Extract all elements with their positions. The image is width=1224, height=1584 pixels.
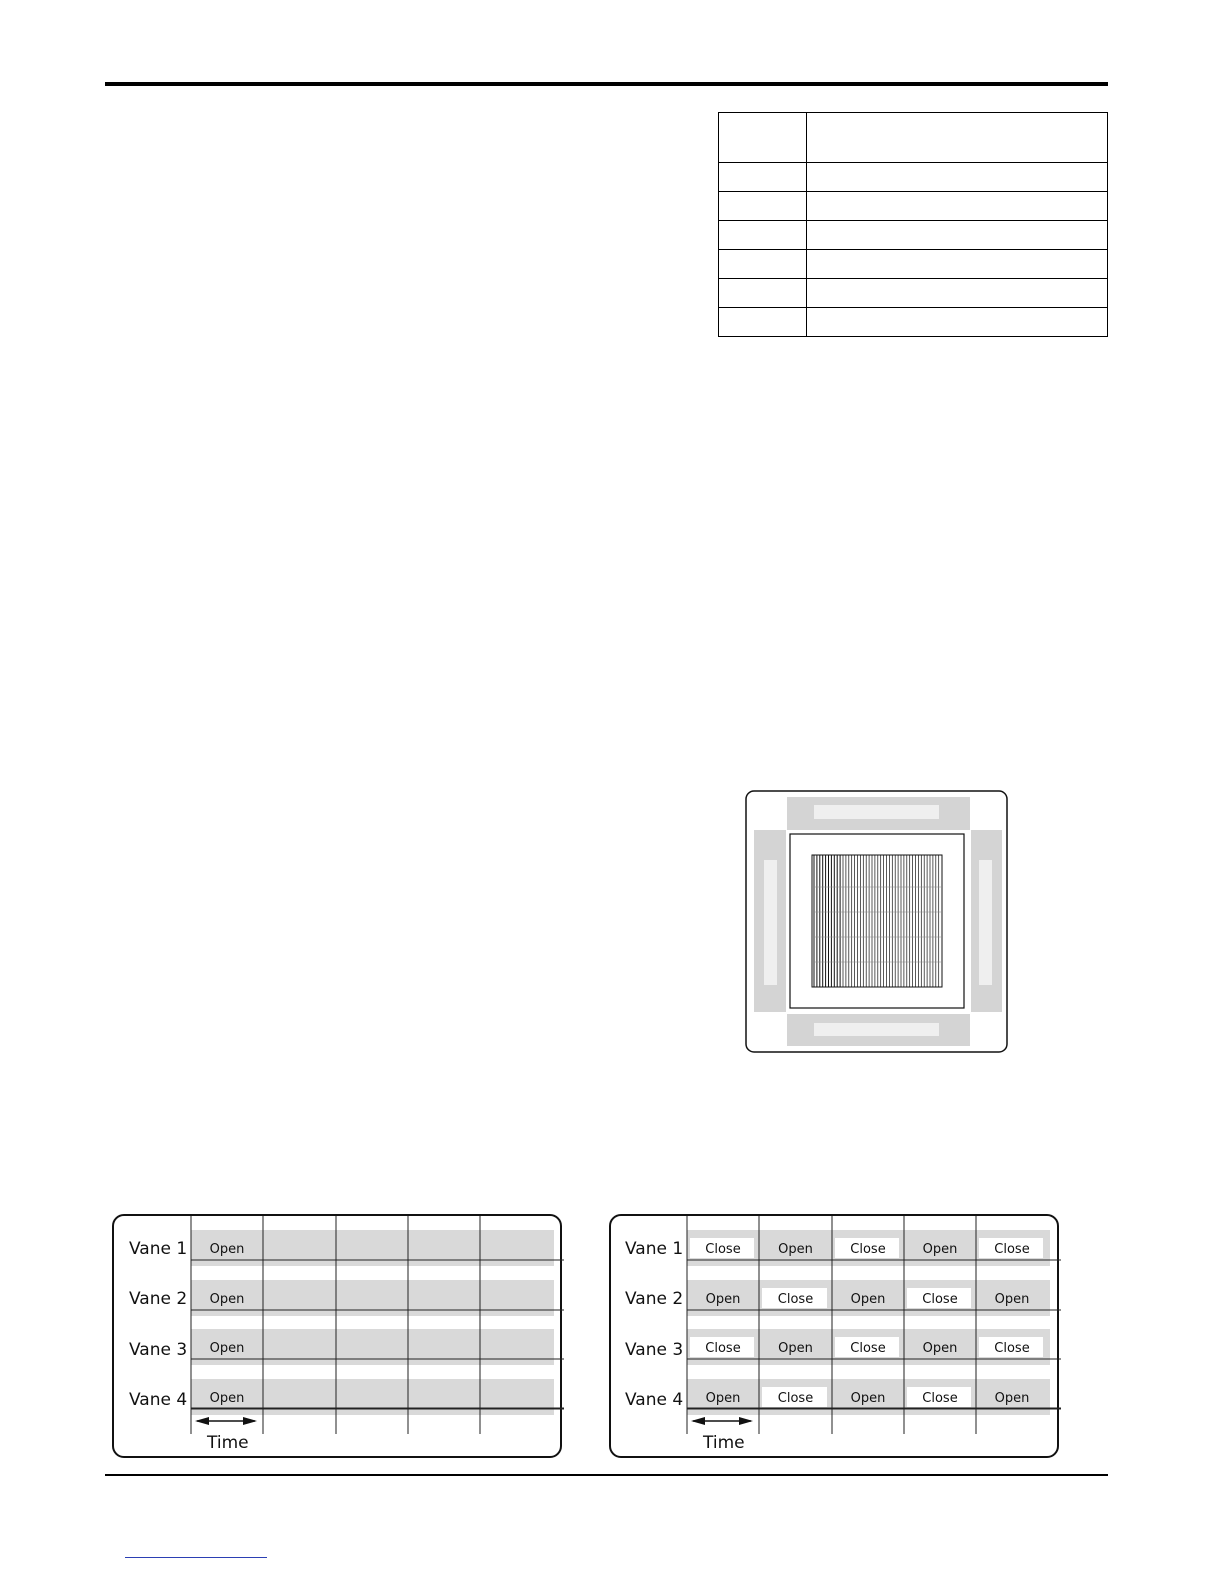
vane-label: Vane 2 (625, 1289, 684, 1309)
vane-band (191, 1379, 554, 1415)
vane-state-label: Open (209, 1242, 245, 1257)
table-row (719, 250, 1108, 279)
vane-state-label: Open (778, 1341, 813, 1356)
vane-state-label: Open (778, 1242, 813, 1257)
vane-label: Vane 3 (129, 1340, 188, 1360)
vane-label: Vane 1 (129, 1239, 188, 1259)
vane-label: Vane 4 (129, 1390, 188, 1410)
spec-table (718, 112, 1108, 337)
vane-state-label: Open (850, 1391, 886, 1406)
vane-chart-all-open (112, 1214, 562, 1458)
vane-state-label: Close (922, 1292, 958, 1307)
table-cell (807, 192, 1108, 221)
table-cell (719, 192, 807, 221)
vane-chart-alternating (609, 1214, 1059, 1458)
vane-state-label: Open (994, 1391, 1030, 1406)
vane-state-label: Open (209, 1341, 245, 1356)
vane-state-label: Open (209, 1391, 245, 1406)
table-cell (719, 221, 807, 250)
table-row (719, 192, 1108, 221)
vane-label: Vane 3 (625, 1340, 684, 1360)
table-cell (807, 250, 1108, 279)
vane-state-label: Open (705, 1391, 741, 1406)
table-row (719, 221, 1108, 250)
vane-band (191, 1280, 554, 1316)
vane-state-label: Open (209, 1292, 245, 1307)
table-row (719, 163, 1108, 192)
table-cell (719, 113, 807, 163)
time-axis-label: Time (207, 1433, 249, 1453)
vane-state-label: Open (922, 1341, 958, 1356)
table-cell (807, 163, 1108, 192)
vane-state-label: Close (705, 1341, 741, 1356)
table-cell (807, 279, 1108, 308)
vane-band (191, 1329, 554, 1365)
table-cell (719, 308, 807, 337)
vane-state-label: Close (922, 1391, 958, 1406)
vane-label: Vane 2 (129, 1289, 188, 1309)
vane-band (191, 1230, 554, 1266)
header-rule (105, 82, 1108, 86)
intake-grille (812, 855, 942, 987)
table-cell (807, 113, 1108, 163)
footer-rule (105, 1474, 1108, 1476)
table-header-row (719, 113, 1108, 163)
vane-chart-left-svg (114, 1216, 564, 1460)
vane-state-label: Open (705, 1292, 741, 1307)
table-cell (807, 221, 1108, 250)
vane-state-label: Close (777, 1292, 814, 1307)
vane-state-label: Open (994, 1292, 1030, 1307)
vane-state-label: Close (994, 1341, 1030, 1356)
time-axis-label: Time (703, 1433, 745, 1453)
vane-state-label: Close (994, 1242, 1030, 1257)
vane-state-label: Close (850, 1341, 886, 1356)
vane-state-label: Open (922, 1242, 958, 1257)
table-row (719, 308, 1108, 337)
cassette-unit-illustration (745, 790, 1010, 1055)
footer-link-underline (125, 1557, 267, 1558)
table-cell (719, 279, 807, 308)
vane-label: Vane 4 (625, 1390, 684, 1410)
vane-state-label: Close (777, 1391, 814, 1406)
vane-state-label: Close (850, 1242, 886, 1257)
vane-label: Vane 1 (625, 1239, 684, 1259)
vane-state-label: Open (850, 1292, 886, 1307)
table-cell (719, 163, 807, 192)
table-cell (807, 308, 1108, 337)
vane-state-label: Close (705, 1242, 741, 1257)
vane-chart-right-svg (611, 1216, 1061, 1460)
table-row (719, 279, 1108, 308)
table-cell (719, 250, 807, 279)
